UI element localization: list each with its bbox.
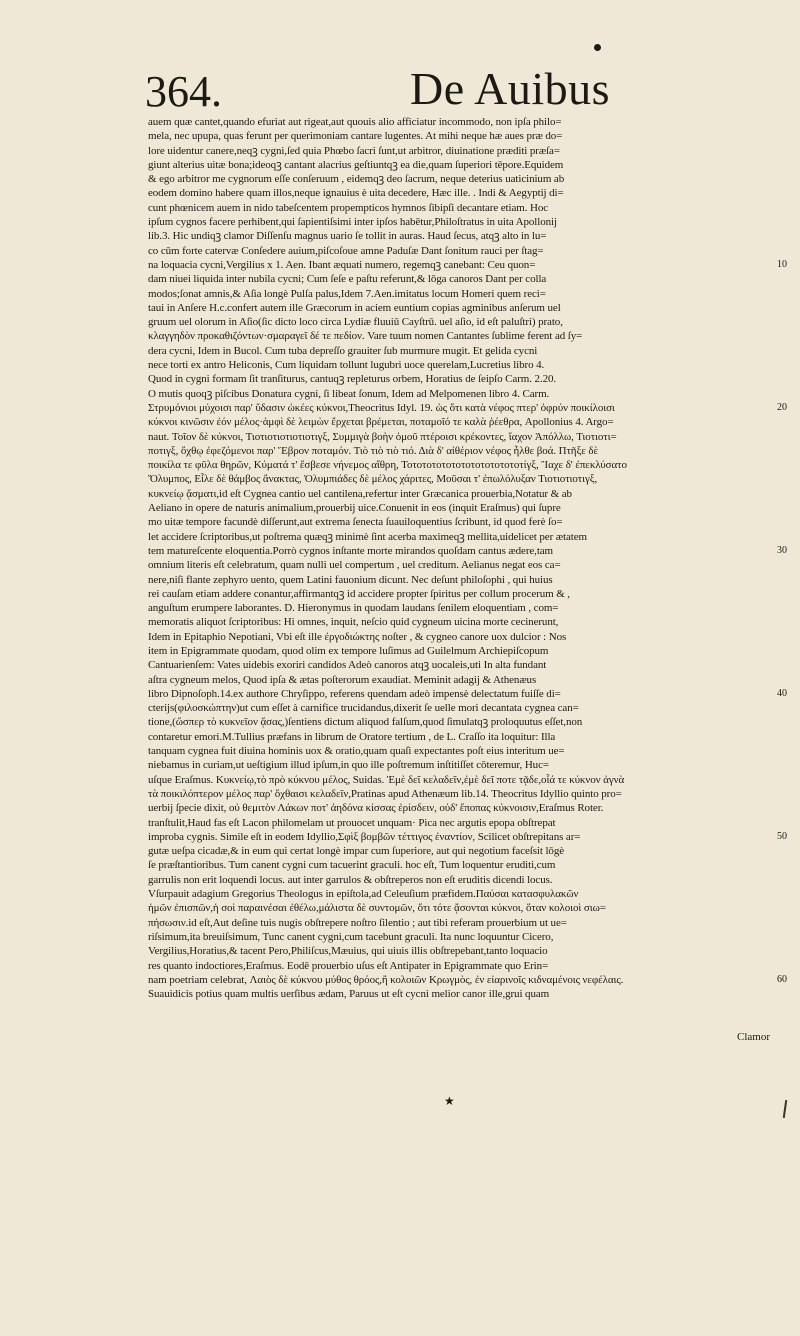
text-line: Suauidicis potius quam multis uerſibus ædam, Paruus ut eſt cycni melior canor ille,grui quam xyxy=(148,988,550,1001)
text-line: garrulis non erit loquendi locus. aut inter garrulos & obſtreperos non eſt eruditis dicendi locus. xyxy=(148,873,553,886)
text-line: tem matureſcente eloquentia.Porrò cygnos inſtante morte mirandos quoſdam cantus ædere,tam xyxy=(148,544,554,557)
text-line: taui in Anſere H.c.confert autem ille Græcorum in aciem euntium copias agminibus anſerum uel xyxy=(148,301,561,314)
text-line: contaretur emori.M.Tullius præfans in librum de Oratore tertium , de L. Craſſo ita loquitur: Illa xyxy=(148,730,556,743)
text-line: gruum uel olorum in Aſio(ſic dicto loco circa Lydiæ fluuiū Cayſtrū. uel aſio, id eſt paluſtri) prato, xyxy=(148,316,563,329)
text-line: nece torti ex antro Heliconis, Cum liquidam tollunt lugubri uoce querelam,Lucretius libro 4. xyxy=(148,359,545,372)
text-line: πήσωσιν.id eſt,Aut deſine tuis nugis obſtrepere noſtro ſilentio ; aut tibi referam prouerbium ut ue= xyxy=(148,916,567,929)
text-line: rei cauſam etiam addere conantur,affirmantqꝫ id accidere propter ſpiritus per collum procerum & , xyxy=(148,587,570,600)
text-line: ποτιγξ, ὄχθῳ ἐφεζόμενοι παρ' Ἕβρον ποταμόν. Τιὸ τιὸ τιὸ τιό. Διὰ δ' αἰθέριον νέφος ἦλθε βοά. Πτῆξε δὲ xyxy=(148,444,599,457)
text-line: naut. Τοῖον δὲ κύκνοι, Τιοτιοτιοτιοτιοτιγξ, Συμμιγὰ βοὴν ὁμοῦ πτέροισι κρέκοντες, ἴαχον Ἀπόλλω, Τιοτιοτι= xyxy=(148,430,617,443)
text-line: libro Dipnoſoph.14.ex authore Chryſippo, referens quendam adeò impensè delectatum fuiſſe di= xyxy=(148,687,561,700)
text-line: cunt phœnicem auem in nido tabeſcentem propempticos hymnos ſibipſi decantare etiam. Hoc xyxy=(148,201,549,214)
text-line: omnium literis eſt celebratum, quam nulli uel compertum , uel creditum. Aelianus negat eos ca= xyxy=(148,559,561,572)
text-line: tranſtulit,Haud fas eſt Lacon philomelam ut prouocet unquam· Pica nec argutis epopa obſtrepat xyxy=(148,816,556,829)
text-line: κλαγγηδὸν προκαθιζόντων·σμαραγεῖ δέ τε πεδίον. Vare tuum nomen Cantantes ſublime ferent ad ſy= xyxy=(148,330,583,343)
signature-mark: ★ xyxy=(444,1094,455,1108)
text-line: anguſtum erumpere laborantes. D. Hieronymus in quodam laudans ſenilem eloquentiam , com= xyxy=(148,602,559,615)
text-line: & ego arbitror me cygnorum eſſe conſeruum , eidemqꝫ deo ſacrum, neque deterius uaticinium ab xyxy=(148,173,565,186)
text-line: ſe præſtantioribus. Tum canent cygni cum tacuerint graculi. hoc eſt, Tum loquentur eruditi,cum xyxy=(148,859,556,872)
text-line: giunt alterius uitæ bona;ideoqꝫ cantant alacrius geſtiuntqꝫ ea die,quam ſuperiori tēpore.Equidem xyxy=(148,158,564,171)
margin-line-number: 60 xyxy=(777,974,787,985)
text-line: κυκνείῳ ᾄσματι,id eſt Cygnea cantio uel cantilena,refertur inter Græcanica prouerbia,Notatur & ab xyxy=(148,487,572,500)
text-line: ποικίλα τε φῦλα θηρῶν, Κύματά τ' ἔσβεσε νήνεμος αἴθρη, Τοτοτοτοτοτοτοτοτοτοτοτοτίγξ, Ἴαχε δ' ἐπεκλύσατο xyxy=(148,459,627,472)
text-line: res quanto indoctiores,Eraſmus. Eodē prouerbio uſus eſt Antipater in Epigrammate quo Erin= xyxy=(148,959,549,972)
text-line: cterijs(φιλοσκώπτην)ut cum eſſet à carnifice trucidandus,dixerit ſe uelle mori decantata cygnea can= xyxy=(148,702,579,715)
text-line: mo uitæ tempore facundè diſſerunt,aut extrema ſenecta ſuauiloquentius ſcribunt, id quod ferè ſo= xyxy=(148,516,563,529)
margin-line-number: 30 xyxy=(777,545,787,556)
text-line: Quod in cygni formam ſit tranſiturus, cantuqꝫ repleturus orbem, Horatius de ſeipſo Carm. 2.20. xyxy=(148,373,557,386)
text-line: gutæ ueſpa cicadæ,& in eum qui certat longè impar cum ſuperiore, aut qui negotium faceſsit lōgè xyxy=(148,845,565,858)
text-line: eodem domino habere quam illos,neque ignauius è uita decedere, Hæc ille. . Indi & Aegyptij di= xyxy=(148,187,564,200)
text-line: dera cycni, Idem in Bucol. Cum tuba depreſſo grauiter ſub murmure mugit. Et gelida cycni xyxy=(148,344,538,357)
text-line: ipſum cygnos facere perhibent,qui ſapientiſsimi inter ipſos habētur,Philoſtratus in uita Apollonij xyxy=(148,216,557,229)
page-number: 364. xyxy=(145,67,222,116)
margin-line-number: 40 xyxy=(777,688,787,699)
text-line: lib.3. Hic undiqꝫ clamor Diſſenſu magnus uario ſe tollit in auras. Haud ſecus, atqꝫ alto in lu= xyxy=(148,230,547,243)
text-line: niebamus in curiam,ut ueſtigium illud ipſum,in quo ille poſtremum inſtitiſſet cōteremur, Huc= xyxy=(148,759,549,772)
margin-line-number: 10 xyxy=(777,259,787,270)
text-line: na loquacia cycni,Vergilius x 1. Aen. Ibant æquati numero, regemqꝫ canebant: Ceu quon= xyxy=(148,258,536,271)
text-line: κύκνοι κινῶσιν ἐόν μέλος·ἀμφὶ δὲ λειμὼν ἔρχεται βρέμεται, ποταμοῖό τε καλὰ ῥέεθρα, Apollonius 4. Argo= xyxy=(148,416,614,429)
margin-mark xyxy=(783,1100,787,1118)
text-line: Aeliano in opere de naturis animalium,prouerbij uice.Conuenit in eos (inquit Eraſmus) qui ſupre xyxy=(148,502,561,515)
text-line: tione,(ὥσπερ τὸ κυκνεῖον ᾄσας,)ſentiens dictum aliquod falſum,quod ſimulatqꝫ proloquutus eſſet,non xyxy=(148,716,583,729)
catchword: Clamor xyxy=(737,1031,770,1043)
text-line: uſque Eraſmus. Κυκνείῳ,τὸ πρὸ κύκνου μέλος, Suidas. Ἐμὲ δεῖ κελαδεῖν,ἐμὲ δεῖ ποτε τᾷδε,οἷά τε κύκνον ἀγνὰ xyxy=(148,773,625,786)
margin-line-number: 20 xyxy=(777,402,787,413)
text-line: let accidere ſcriptoribus,ut poſtrema quæqꝫ minimè ſint acerba maximeqꝫ mellita,uidelicet per ætatem xyxy=(148,530,587,543)
text-line: Στρυμόνιοι μύχοισι παρ' ὕδασιν ὠκέες κύκνοι,Theocritus Idyl. 19. ὡς ὅτι κατὰ νέφος πτερ' ὀφρύν ποικίλοισι xyxy=(148,401,615,414)
text-line: Cantuarienſem: Vates uidebis exoriri candidos Adeò canoros atqꝫ uocaleis,uti In alta fundant xyxy=(148,659,547,672)
text-line: tanquam cygnea fuit diuina hominis uox & oratio,quam quaſi expectantes poſt eius interitum ue= xyxy=(148,745,565,758)
text-line: improba cygnis. Simile eſt in eodem Idyllio,Σφὶξ βομβῶν τέττιγος ἐναντίον, Scilicet obſtrepitans ar= xyxy=(148,830,581,843)
text-line: nere,niſi flante zephyro uento, quem Latini fauonium dicunt. Nec deſunt philoſophi , qui huius xyxy=(148,573,553,586)
text-line: lore uidentur canere,neqꝫ cygni,ſed quia Phœbo ſacri ſunt,ut arbitror, diuinatione præditi præſa= xyxy=(148,144,560,157)
text-line: riſsimum,ita breuiſsimum, Tunc canent cygni,cum tacebunt graculi. Ita nunc loquuntur Cicero, xyxy=(148,930,554,943)
text-line: item in Epigrammate quodam, quod olim ex tempore luſimus ad Guilelmum Archiepiſcopum xyxy=(148,644,549,657)
text-line: Vergilius,Horatius,& tacent Pero,Philiſcus,Mæuius, qui uiuis illis obſtrepebant,tanto loquacio xyxy=(148,945,548,958)
text-line: uerbij ſpecie dixit, οὐ θεμιτὸν Λάκων ποτ' ἀηδόνα κίσσας ἐρίσδειν, οὐδ' ἔποπας κύκνοισιν,Eraſmus Roter. xyxy=(148,802,604,815)
text-line: τὰ ποικιλόπτερον μέλος παρ' ὄχθαισι κελαδεῖν,Pratinas apud Athenæum lib.14. Theocritus Idyllio quinto pro= xyxy=(148,787,622,800)
text-line: Ὄλυμπος, Εἷλε δὲ θάμβος ἄνακτας, Ὀλυμπιάδες δὲ μέλος χάριτες, Μοῦσαι τ' ἐπωλόλυξαν Τιοτιοτιοτιγξ, xyxy=(148,473,598,486)
text-line: nam poetriam celebrat, Λαιὸς δὲ κύκνου μύθος θρόος,ἢ κολοιῶν Κρωγμὸς, ἐν εἰαρινοῖς κιδναμένοις νεφέλαις. xyxy=(148,973,624,986)
text-line: Idem in Epitaphio Nepotiani, Vbi eſt ille ἐργοδιώκτης noſter , & cygneo canore uox dulcior : Nos xyxy=(148,630,567,643)
text-line: dam niuei liquida inter nubila cycni; Cum ſeſe e paſtu referunt,& lōga canoros Dant per colla xyxy=(148,273,547,286)
text-line: Vſurpauit adagium Gregorius Theologus in epiſtola,ad Celeuſium præfidem.Παύσαι κατασφυλακῶν xyxy=(148,888,579,901)
text-line: O mutis quoqꝫ piſcibus Donatura cygni, ſi libeat ſonum, Idem ad Melpomenen libro 4. Carm. xyxy=(148,387,550,400)
text-line: ἡμῶν ἐπισπῶν,ἡ σοὶ παραινέσαι ἐθέλω,μάλιστα δὲ συντομῶν, ὅτι τότε ᾄσονται κύκνοι, ὅταν κολοιοὶ σιω= xyxy=(148,902,606,915)
text-line: mela, nec upupa, quas ferunt per querimoniam cantare lugentes. At mihi neque hæ aues præ do= xyxy=(148,130,563,143)
body-text xyxy=(148,115,778,1001)
ink-dot xyxy=(594,44,601,51)
text-line: modos;ſonat amnis,& Aſia longè Pulſa palus,Idem 7.Aen.imitatus locum Homeri quem reci= xyxy=(148,287,546,300)
text-line: co cūm forte catervæ Conſedere auium,piſcoſoue amne Paduſæ Dant ſonitum rauci per ſtag= xyxy=(148,244,544,257)
text-line: auem quæ cantet,quando efuriat aut rigeat,aut quouis alio afficiatur incommodo, non ipſa philo= xyxy=(148,116,562,128)
margin-line-number: 50 xyxy=(777,831,787,842)
text-line: memoratis aliquot ſcriptoribus: Hi omnes, inquit, neſcio quid cygneum uicina morte cecinerunt, xyxy=(148,616,559,629)
running-title: De Auibus xyxy=(410,63,610,114)
text-line: aſtra cygneum melos, Quod ipſa & ætas poſterorum exaudiat. Meminit adagij & Athenæus xyxy=(148,673,537,686)
